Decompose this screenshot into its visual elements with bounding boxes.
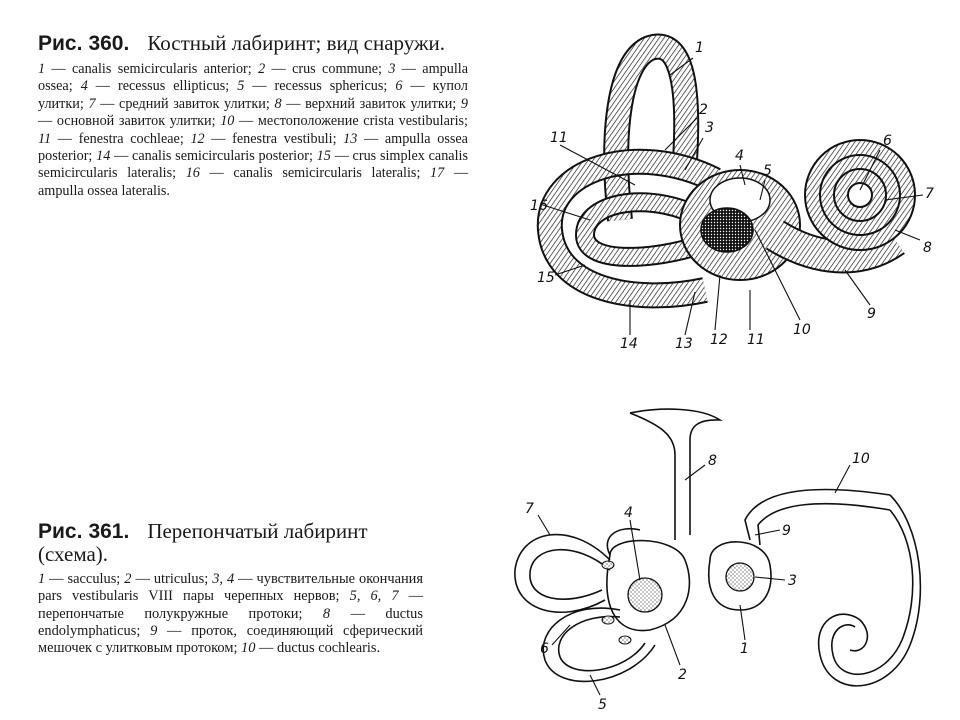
legend-text: — canalis semicircularis anterior;	[45, 61, 259, 78]
legend-text: — чувствительные окончания pars vestibularis VIII пары черепных нервов;	[38, 571, 423, 605]
legend-text: — fenestra cochleae;	[51, 130, 191, 147]
figure-361-number: 361.	[88, 520, 130, 543]
figure-361-label: Рис.	[38, 520, 83, 543]
figure-360-heading	[38, 32, 468, 55]
legend-number: 1	[38, 571, 46, 588]
legend-number: 7	[88, 95, 96, 112]
legend-number: 6	[395, 78, 403, 95]
callout-label: 5	[763, 163, 772, 179]
callout-label: 16	[530, 198, 548, 214]
figure-360-number: 360.	[88, 32, 130, 55]
legend-text: — recessus ellipticus;	[87, 78, 238, 95]
legend-text: — средний завиток улитки;	[95, 95, 275, 112]
callout-label: 10	[793, 322, 811, 338]
legend-number: 11	[38, 130, 52, 147]
legend-text: — ampulla ossea lateralis.	[38, 165, 469, 199]
callout-label: 10	[852, 451, 870, 467]
callout-label: 14	[620, 336, 638, 350]
legend-number: 8	[322, 605, 331, 622]
figure-360-label: Рис.	[38, 32, 83, 55]
figure-361-heading	[38, 520, 423, 565]
callout-label: 2	[699, 102, 708, 118]
legend-number: 2	[124, 571, 132, 588]
legend-text: — ductus cochlearis.	[255, 639, 381, 656]
bony-labyrinth-illustration	[515, 20, 955, 350]
legend-number: 15	[316, 148, 331, 165]
figure-360-caption	[38, 32, 468, 200]
callout-label: 4	[624, 505, 633, 521]
legend-text: — ampulla ossea;	[38, 61, 469, 95]
figure-361-title: Перепончатый лабиринт (схема).	[38, 519, 368, 567]
legend-number: 1	[38, 61, 46, 78]
callout-label: 8	[708, 453, 717, 469]
legend-number: 14	[96, 148, 111, 165]
legend-number: 2	[258, 61, 266, 78]
legend-number: 4	[80, 78, 88, 95]
callout-label: 13	[675, 336, 693, 350]
figure-361-legend	[38, 571, 423, 657]
legend-number: 10	[241, 639, 256, 656]
callout-label: 7	[925, 186, 934, 202]
legend-text: — canalis semicircularis posterior;	[110, 148, 317, 165]
legend-number: 5, 6, 7	[349, 588, 399, 605]
callout-label: 9	[782, 523, 791, 539]
callout-label: 11	[550, 130, 568, 146]
callout-label: 15	[537, 270, 555, 286]
legend-number: 8	[274, 95, 282, 112]
legend-text: — ductus endolymphaticus;	[38, 605, 423, 639]
callout-label: 12	[710, 332, 728, 348]
legend-number: 9	[460, 95, 468, 112]
callout-label: 6	[540, 641, 549, 657]
legend-text: — crus commune;	[265, 61, 389, 78]
legend-text: — ampulla ossea posterior;	[38, 130, 468, 165]
legend-text: — перепончатые полукружные протоки;	[38, 588, 424, 622]
legend-text: — местоположение crista vestibularis;	[234, 113, 469, 130]
legend-text: — основной завиток улитки;	[38, 113, 221, 130]
callout-label: 9	[867, 306, 876, 322]
callout-label: 5	[598, 697, 607, 710]
figure-360-title: Костный лабиринт; вид снаружи.	[147, 31, 446, 55]
legend-text: — sacculus;	[45, 571, 125, 588]
callout-label: 3	[705, 120, 714, 136]
callout-label: 7	[525, 501, 534, 517]
membranous-labyrinth-diagram	[490, 395, 935, 710]
callout-label: 8	[923, 240, 932, 256]
legend-text: — crus simplex canalis semicircularis lateralis;	[38, 148, 469, 182]
legend-number: 16	[185, 165, 200, 182]
callout-label: 2	[678, 667, 687, 683]
legend-text: — recessus sphericus;	[244, 78, 396, 95]
legend-number: 3	[388, 61, 396, 78]
legend-number: 5	[237, 78, 245, 95]
legend-number: 9	[150, 622, 158, 639]
legend-text: — fenestra vestibuli;	[204, 130, 344, 147]
callout-label: 1	[740, 641, 749, 657]
legend-text: — canalis semicircularis lateralis;	[199, 165, 431, 182]
legend-number: 17	[430, 165, 445, 182]
legend-text: — utriculus;	[131, 571, 213, 588]
callout-label: 11	[747, 332, 765, 348]
legend-number: 10	[220, 113, 235, 130]
legend-text: — верхний завиток улитки;	[281, 95, 461, 112]
callout-label: 1	[695, 40, 704, 56]
callout-label: 3	[788, 573, 797, 589]
legend-number: 13	[343, 130, 358, 147]
legend-text: — купол улитки;	[38, 78, 468, 112]
legend-number: 12	[190, 130, 205, 147]
legend-number: 3, 4	[212, 571, 235, 588]
figure-360-legend	[38, 61, 468, 200]
callout-label: 4	[735, 148, 744, 164]
callout-label: 6	[883, 133, 892, 149]
legend-text: — проток, соединяющий сферический мешочек с улитковым протоком;	[38, 622, 423, 656]
figure-361-caption	[38, 520, 423, 657]
